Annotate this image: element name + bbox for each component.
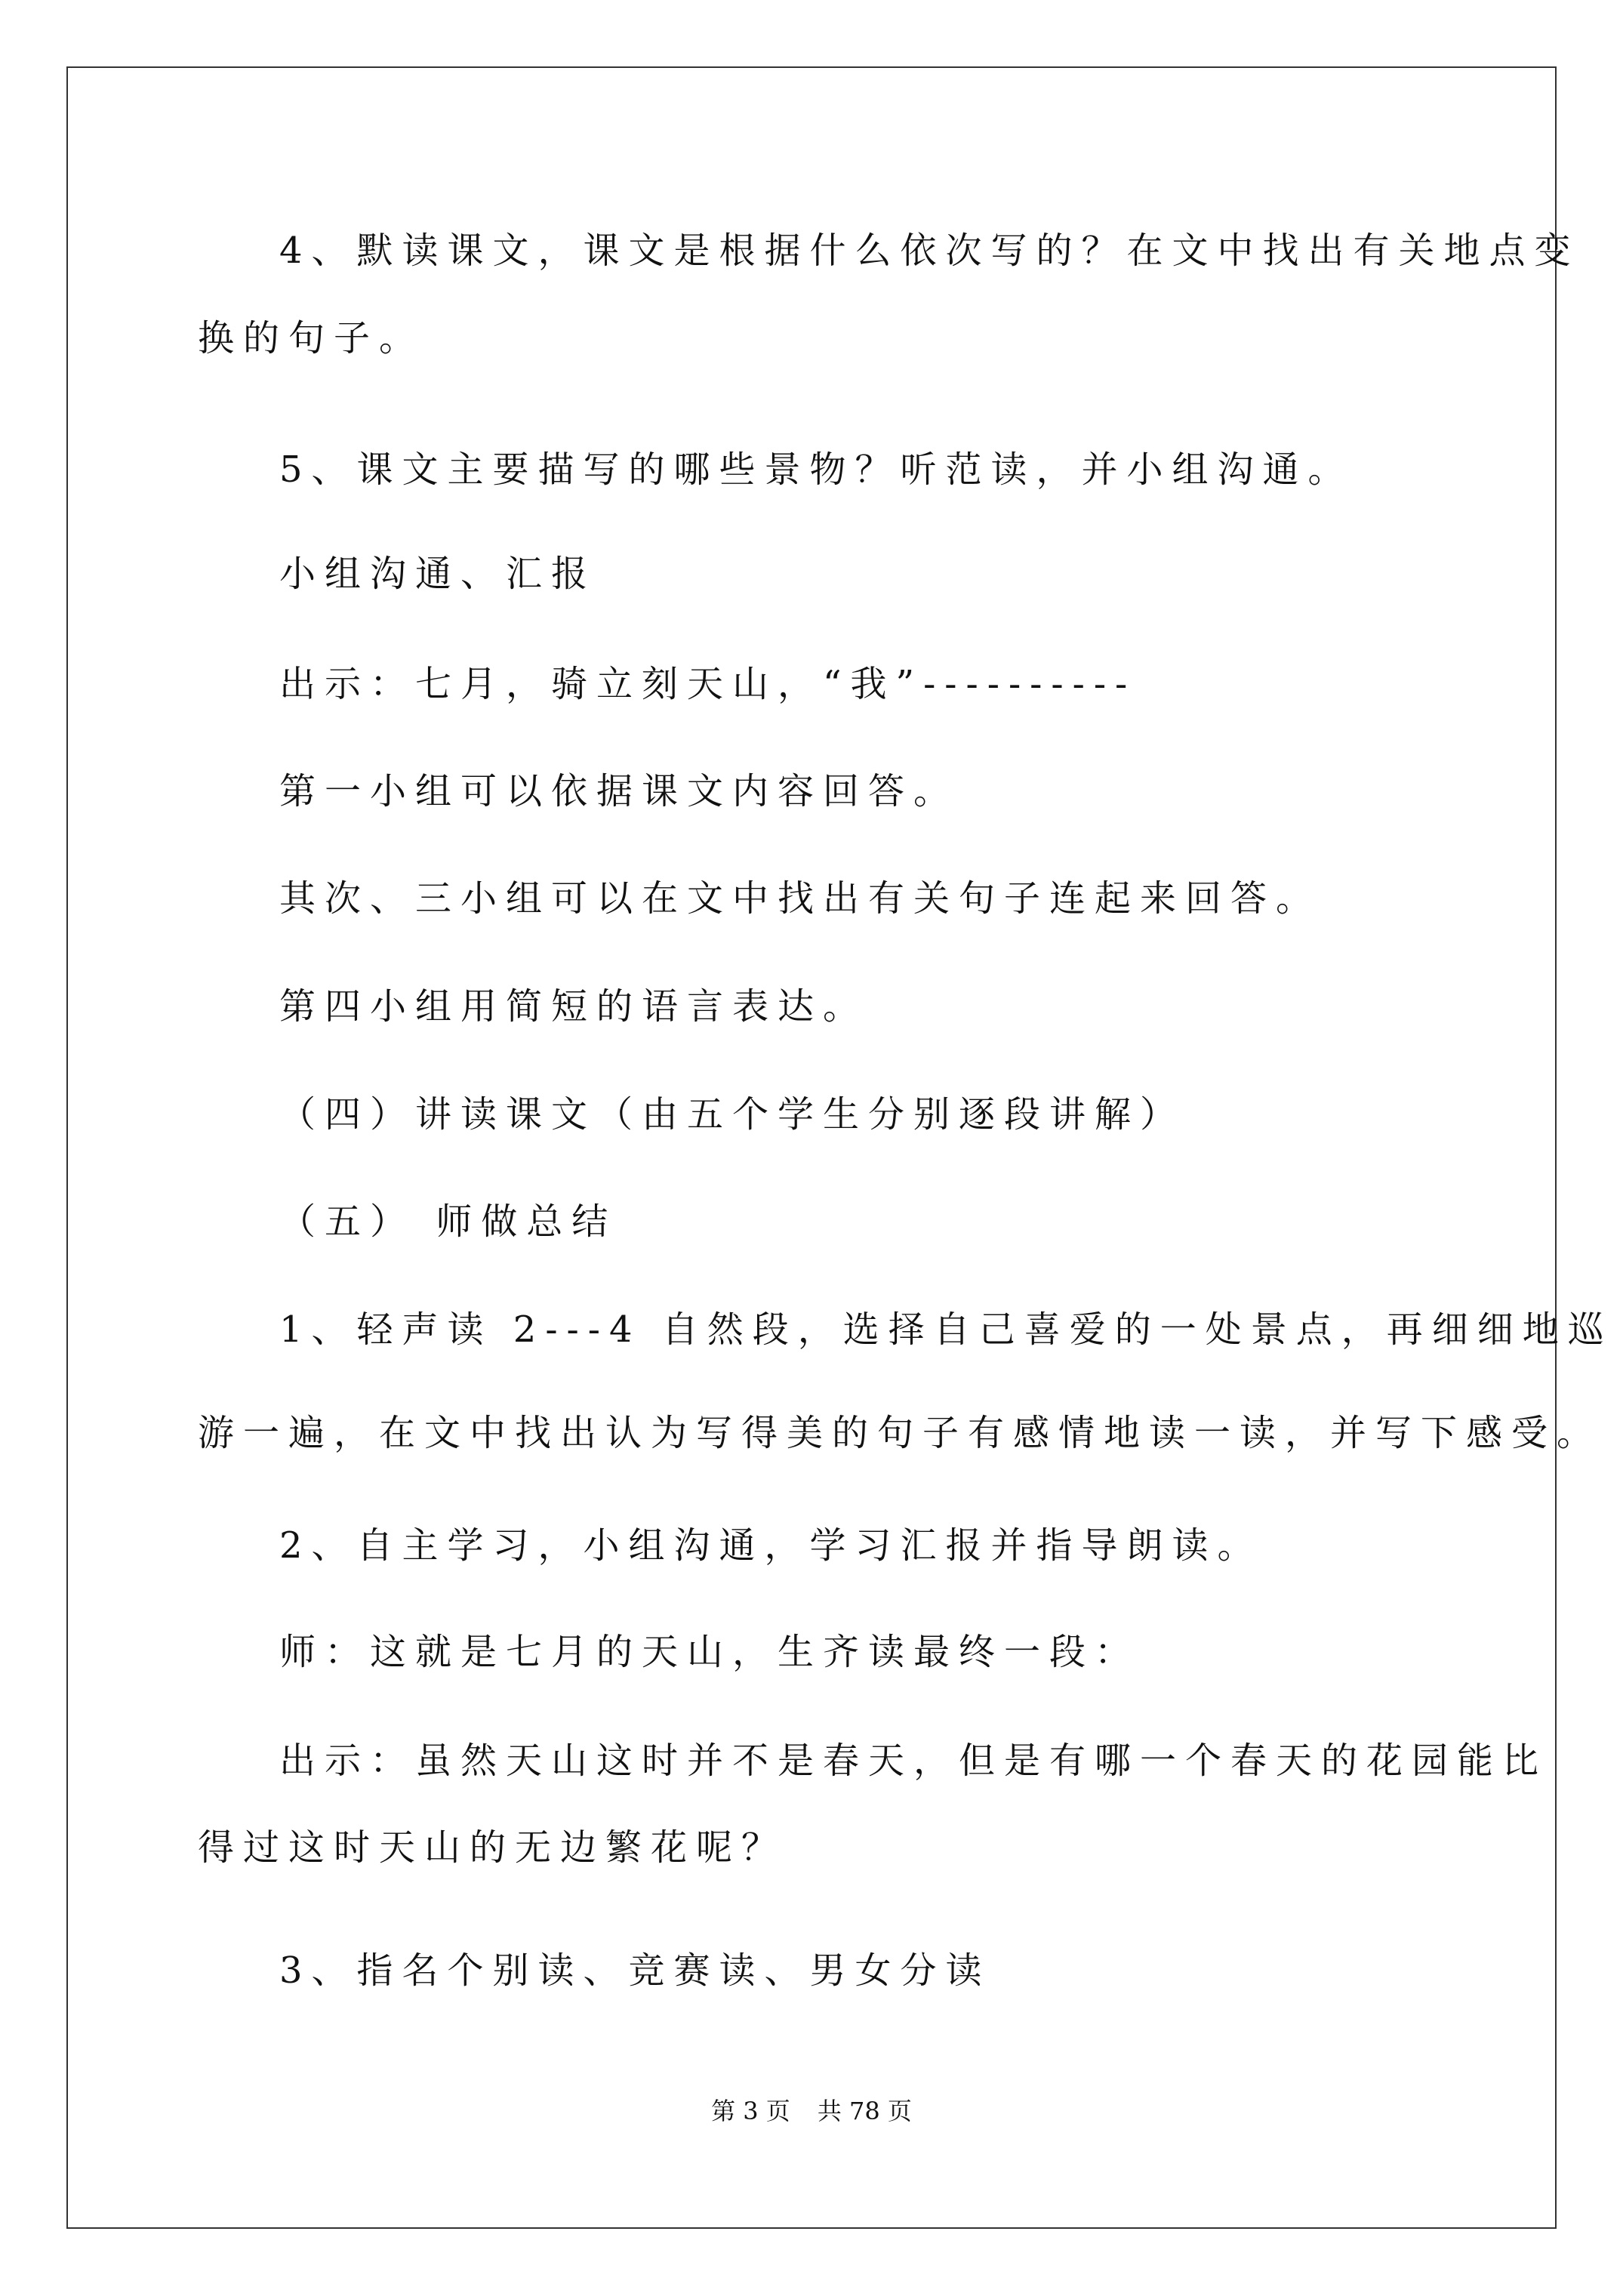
paragraph-line: 2、自主学习，小组沟通，学习汇报并指导朗读。 <box>279 1524 1263 1567</box>
paragraph-line: 4、默读课文，课文是根据什么依次写的？在文中找出有关地点变 <box>279 230 1580 272</box>
paragraph-line: 第四小组用简短的语言表达。 <box>279 985 869 1028</box>
paragraph-line: 3、指名个别读、竞赛读、男女分读 <box>279 1949 991 1992</box>
paragraph-line: 小组沟通、汇报 <box>279 553 597 595</box>
page-footer <box>0 2096 1623 2126</box>
section-heading: （五） 师做总结 <box>279 1200 617 1243</box>
paragraph-line: 换的句子。 <box>198 317 425 359</box>
paragraph-line: 游一遍，在文中找出认为写得美的句子有感情地读一读，并写下感受。 <box>198 1412 1603 1454</box>
paragraph-line: 出示：七月，骑立刻天山，“我”---------- <box>279 663 1137 705</box>
paragraph-line: 1、轻声读 2---4 自然段，选择自己喜爱的一处景点，再细细地巡 <box>279 1308 1613 1351</box>
paragraph-line: 得过这时天山的无边繁花呢？ <box>198 1826 787 1869</box>
page-border <box>66 66 1557 2229</box>
paragraph-line: 其次、三小组可以在文中找出有关句子连起来回答。 <box>279 877 1322 920</box>
paragraph-line: 师：这就是七月的天山，生齐读最终一段： <box>279 1631 1141 1673</box>
paragraph-line: 出示：虽然天山这时并不是春天，但是有哪一个春天的花园能比 <box>279 1740 1548 1782</box>
paragraph-line: 第一小组可以依据课文内容回答。 <box>279 770 959 812</box>
page-total: 共 78 页 <box>817 2097 912 2125</box>
section-heading: （四）讲读课文（由五个学生分别逐段讲解） <box>279 1093 1186 1136</box>
page-number: 第 3 页 <box>711 2097 790 2125</box>
paragraph-line: 5、课文主要描写的哪些景物？听范读，并小组沟通。 <box>279 448 1354 491</box>
